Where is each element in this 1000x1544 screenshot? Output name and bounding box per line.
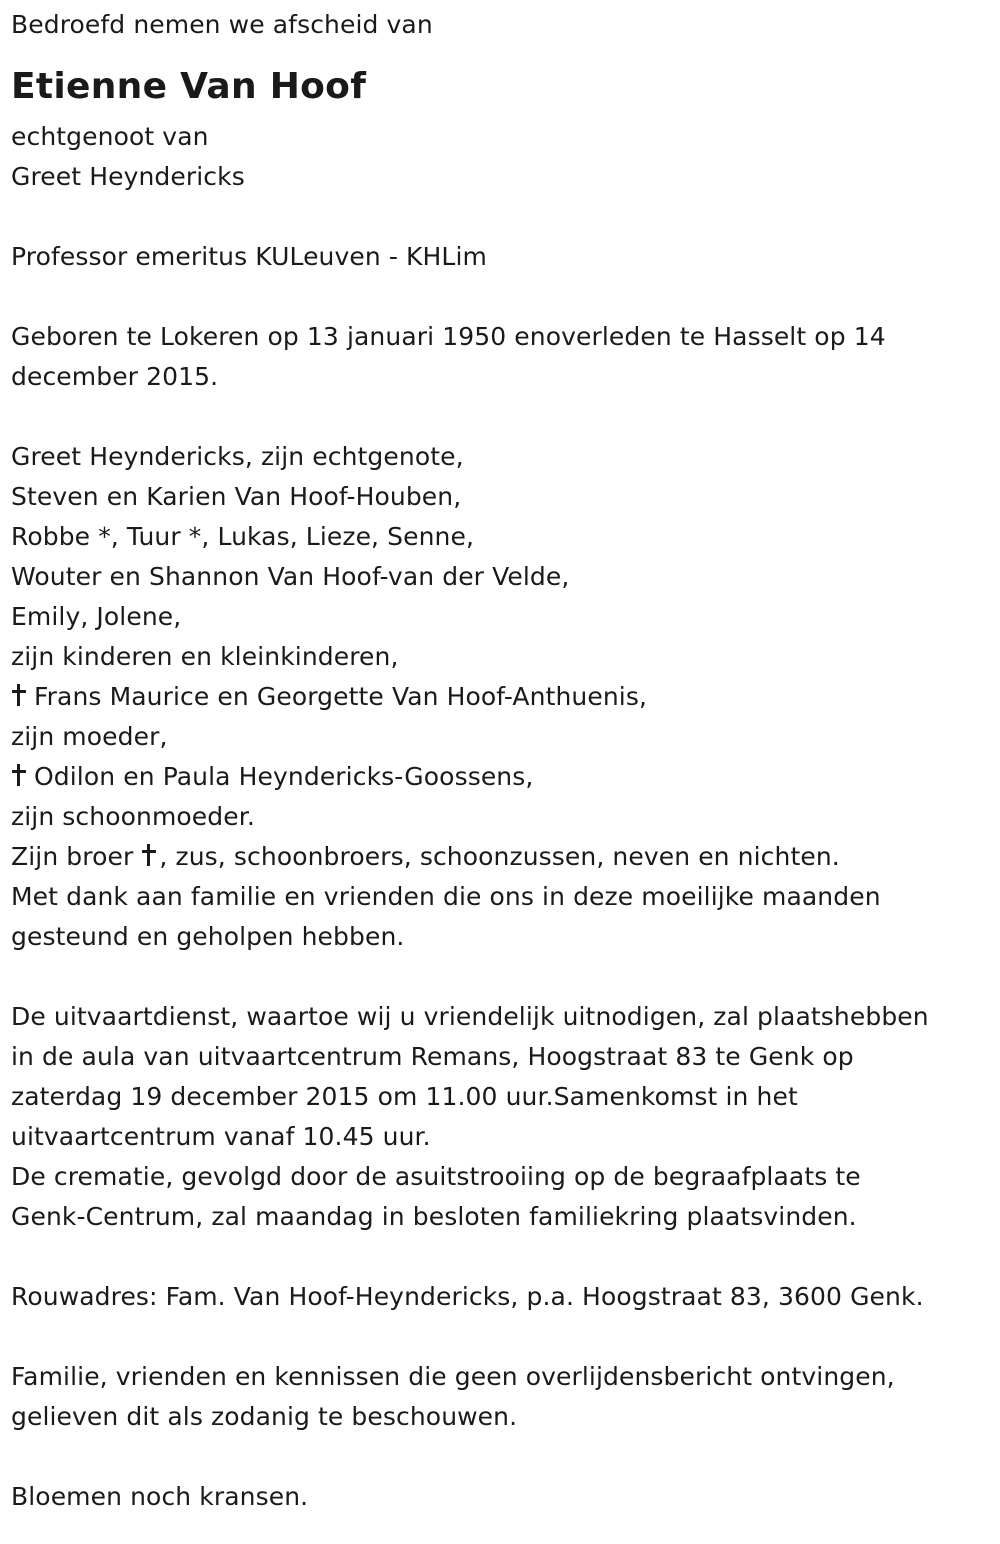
spacer <box>11 1317 1000 1357</box>
family-line: Wouter en Shannon Van Hoof-van der Velde, <box>11 562 570 591</box>
service-line: De uitvaartdienst, waartoe wij u vriendelijk uitnodigen, zal plaatshebben <box>11 1002 929 1031</box>
cross-icon <box>141 844 157 866</box>
family-list <box>11 437 1000 957</box>
birth-death-line-1: Geboren te Lokeren op 13 januari 1950 enoverleden te Hasselt op 14 <box>11 322 886 351</box>
service-line: Genk-Centrum, zal maandag in besloten familiekring plaatsvinden. <box>11 1202 857 1231</box>
spacer <box>11 1437 1000 1477</box>
family-line: Emily, Jolene, <box>11 602 182 631</box>
spacer <box>11 957 1000 997</box>
family-line: Greet Heyndericks, zijn echtgenote, <box>11 442 464 471</box>
family-line: zijn kinderen en kleinkinderen, <box>11 642 399 671</box>
spacer <box>11 277 1000 317</box>
cross-icon <box>11 684 27 706</box>
spouse-label: echtgenoot van <box>11 122 209 151</box>
spacer <box>11 197 1000 237</box>
family-line-deceased-in-laws <box>11 757 1000 797</box>
family-line: zijn moeder, <box>11 722 168 751</box>
flowers-note: Bloemen noch kransen. <box>11 1482 309 1511</box>
spouse-name: Greet Heyndericks <box>11 162 245 191</box>
family-line-text: Frans Maurice en Georgette Van Hoof-Anthuenis, <box>34 682 647 711</box>
service-line: De crematie, gevolgd door de asuitstrooiing op de begraafplaats te <box>11 1162 861 1191</box>
family-line: zijn schoonmoeder. <box>11 802 255 831</box>
mourning-address: Rouwadres: Fam. Van Hoof-Heyndericks, p.a. Hoogstraat 83, 3600 Genk. <box>11 1282 924 1311</box>
family-line: Steven en Karien Van Hoof-Houben, <box>11 482 462 511</box>
intro-text: Bedroefd nemen we afscheid van <box>11 10 433 39</box>
family-line: Robbe *, Tuur *, Lukas, Lieze, Senne, <box>11 522 475 551</box>
family-line-text: , zus, schoonbroers, schoonzussen, neven en nichten. <box>159 842 840 871</box>
family-line-siblings <box>11 837 1000 877</box>
cross-icon <box>11 764 27 786</box>
spacer <box>11 397 1000 437</box>
service-line: zaterdag 19 december 2015 om 11.00 uur.Samenkomst in het <box>11 1082 798 1111</box>
family-line: gesteund en geholpen hebben. <box>11 922 405 951</box>
service-line: in de aula van uitvaartcentrum Remans, Hoogstraat 83 te Genk op <box>11 1042 854 1071</box>
professional-title: Professor emeritus KULeuven - KHLim <box>11 242 487 271</box>
family-line-deceased-parents <box>11 677 1000 717</box>
notice-line: gelieven dit als zodanig te beschouwen. <box>11 1402 518 1431</box>
family-line-text: Odilon en Paula Heyndericks-Goossens, <box>34 762 534 791</box>
service-line: uitvaartcentrum vanaf 10.45 uur. <box>11 1122 431 1151</box>
service-details <box>11 997 1000 1237</box>
deceased-name: Etienne Van Hoof <box>11 66 367 107</box>
notice-line: Familie, vrienden en kennissen die geen overlijdensbericht ontvingen, <box>11 1362 895 1391</box>
family-line: Met dank aan familie en vrienden die ons in deze moeilijke maanden <box>11 882 881 911</box>
birth-death-line-2: december 2015. <box>11 362 219 391</box>
family-line-text: Zijn broer <box>11 842 142 871</box>
spacer <box>11 1237 1000 1277</box>
